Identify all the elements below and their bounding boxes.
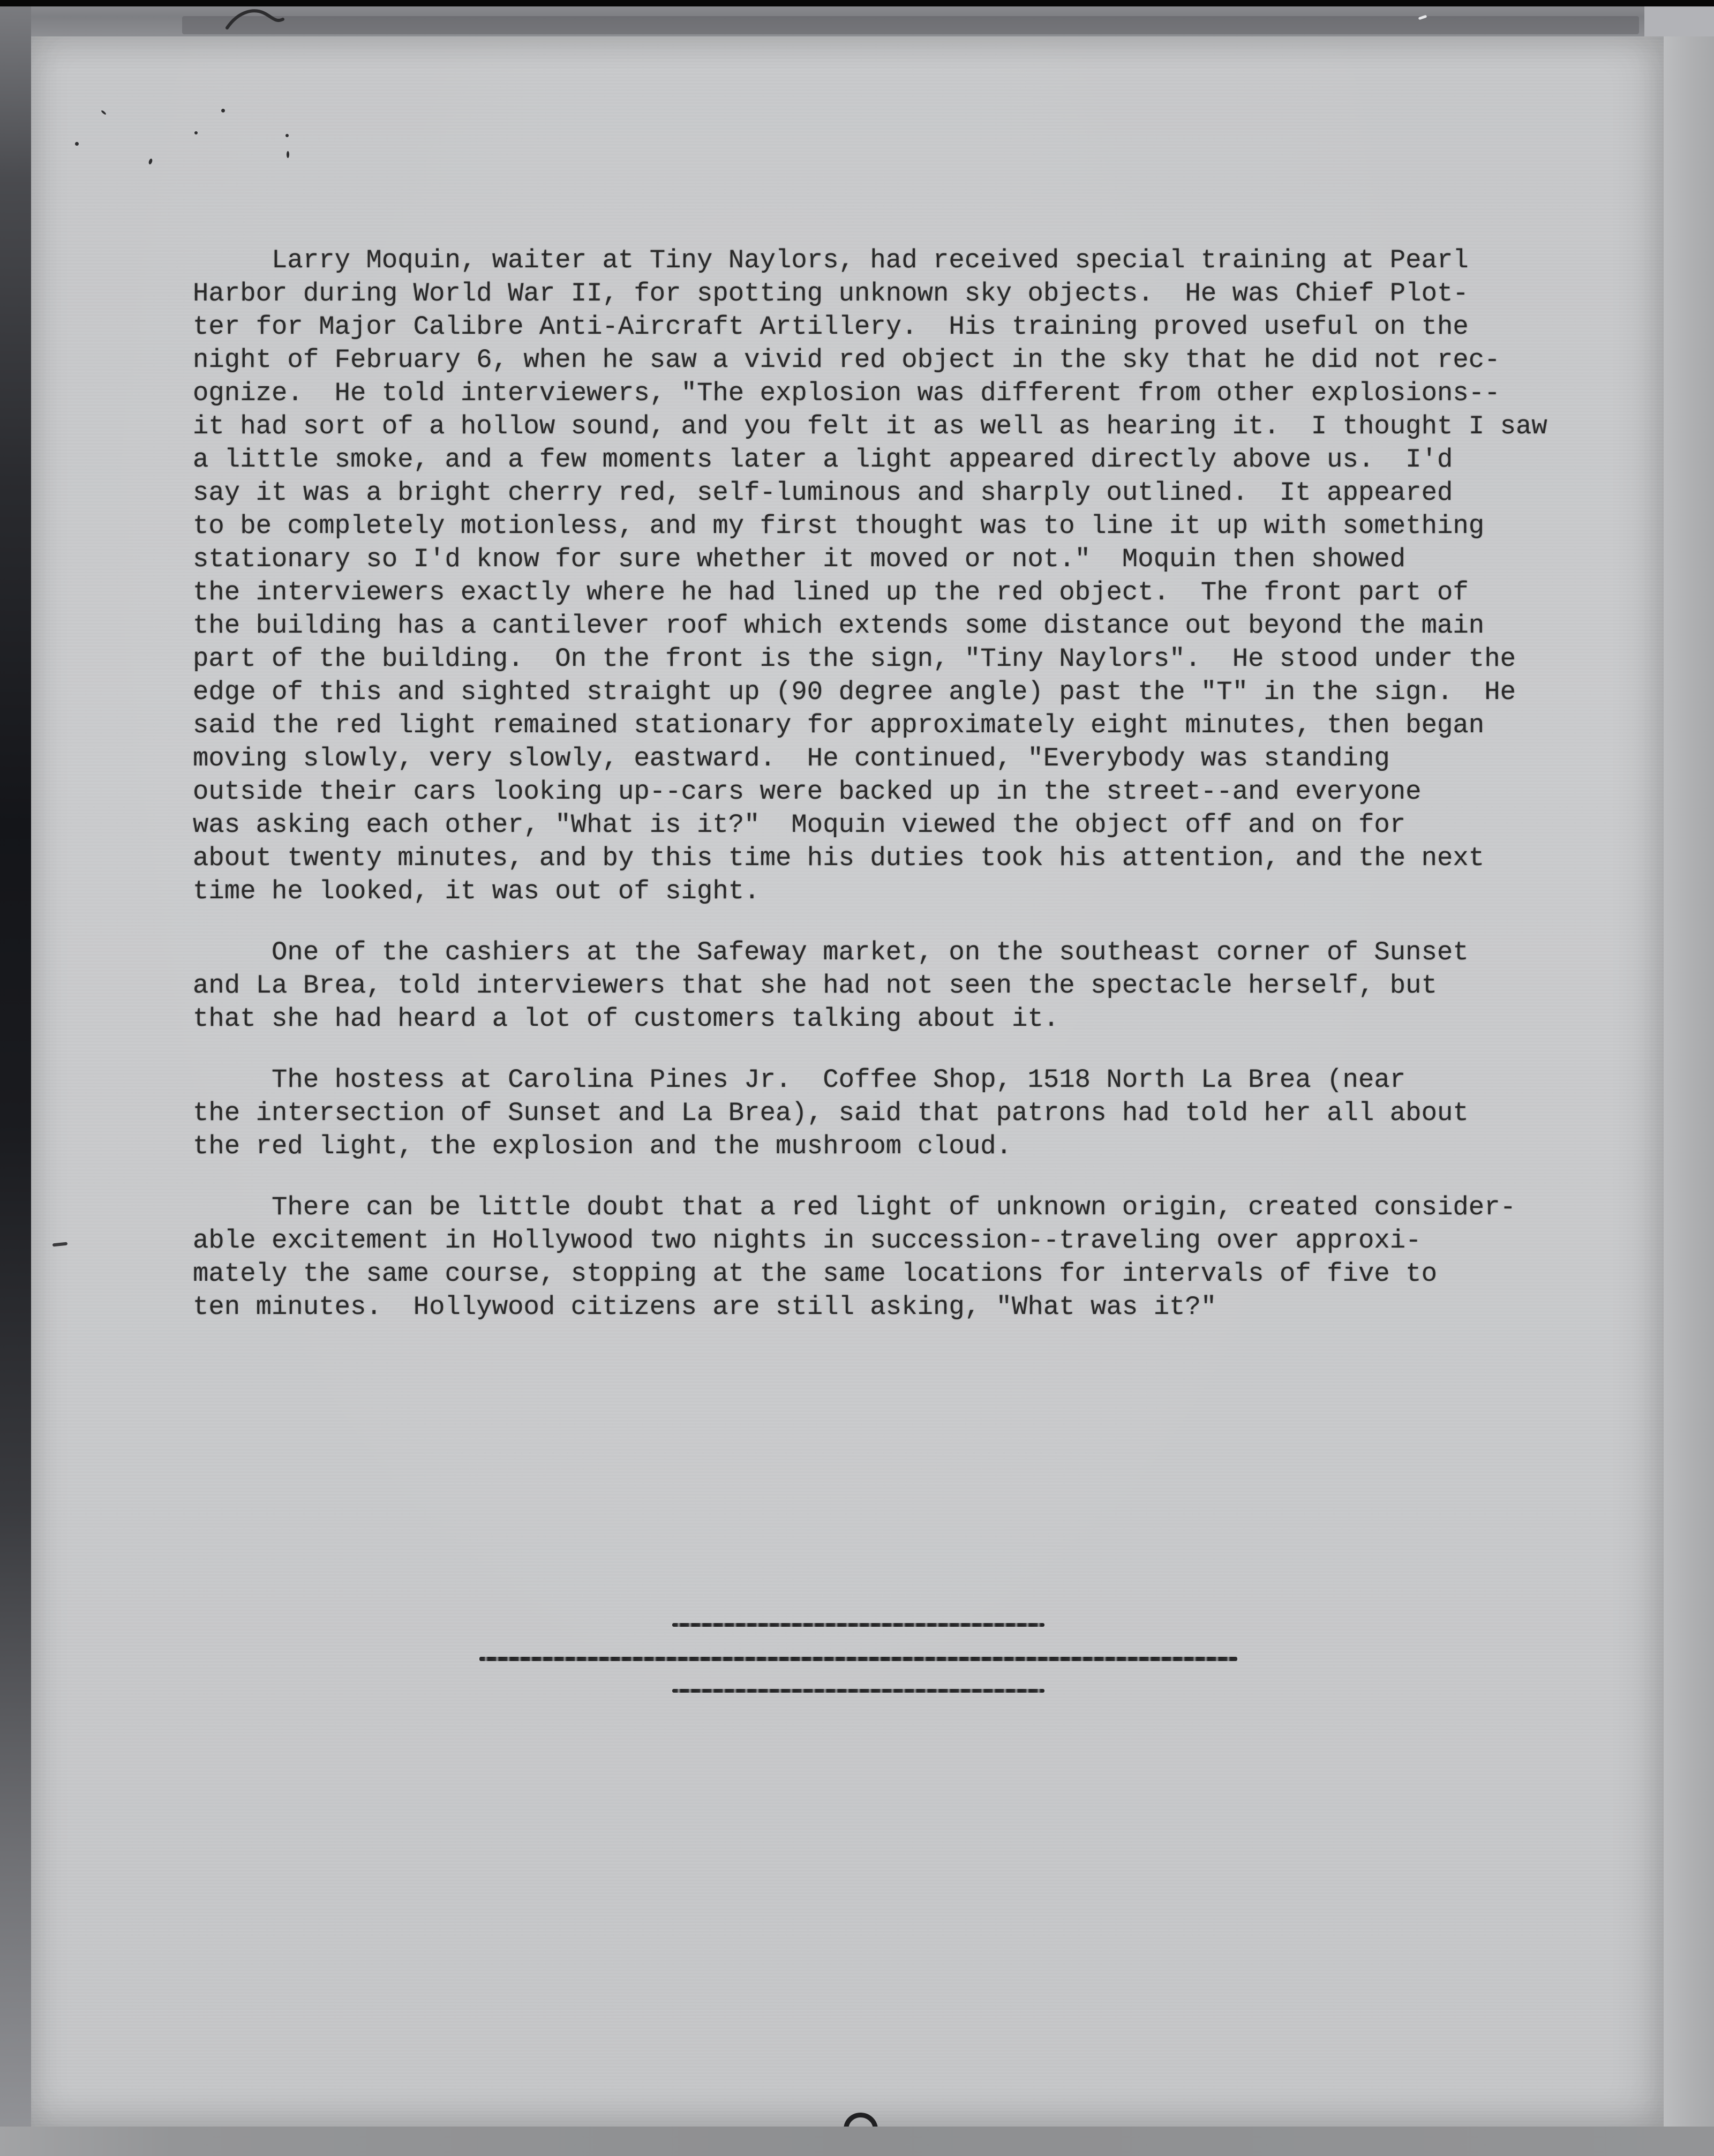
text-line: One of the cashiers at the Safeway market, on the southeast corner of Sunset bbox=[193, 937, 1469, 967]
text-line: that she had heard a lot of customers talking about it. bbox=[193, 1004, 1059, 1034]
margin-pencil-mark bbox=[52, 1242, 67, 1247]
dust-speck bbox=[287, 151, 289, 158]
text-line: time he looked, it was out of sight. bbox=[193, 876, 760, 906]
text-line: and La Brea, told interviewers that she had not seen the spectacle herself, but bbox=[193, 971, 1437, 1001]
text-line: said the red light remained stationary for approximately eight minutes, then began bbox=[193, 710, 1485, 740]
text-line: the interviewers exactly where he had lined up the red object. The front part of bbox=[193, 577, 1469, 607]
text-line: night of February 6, when he saw a vivid red object in the sky that he did not rec- bbox=[193, 345, 1500, 375]
text-line: stationary so I'd know for sure whether it moved or not." Moquin then showed bbox=[193, 544, 1406, 574]
text-line: outside their cars looking up--cars were backed up in the street--and everyone bbox=[193, 777, 1422, 807]
text-line: moving slowly, very slowly, eastward. He continued, "Everybody was standing bbox=[193, 743, 1390, 773]
top-right-corner-area bbox=[1644, 6, 1714, 36]
text-line: ten minutes. Hollywood citizens are still asking, "What was it?" bbox=[193, 1292, 1217, 1322]
text-line: to be completely motionless, and my first thought was to line it up with something bbox=[193, 511, 1485, 541]
typed-divider-short-bottom bbox=[672, 1689, 1044, 1693]
paragraph bbox=[193, 1063, 1596, 1163]
text-line: able excitement in Hollywood two nights in succession--traveling over approxi- bbox=[193, 1226, 1422, 1256]
text-line: about twenty minutes, and by this time his duties took his attention, and the next bbox=[193, 843, 1485, 873]
text-line: There can be little doubt that a red light of unknown origin, created consider- bbox=[193, 1192, 1516, 1222]
paragraph bbox=[193, 1191, 1596, 1324]
text-line: Harbor during World War II, for spotting unknown sky objects. He was Chief Plot- bbox=[193, 279, 1469, 309]
paragraph bbox=[193, 936, 1596, 1035]
text-line: it had sort of a hollow sound, and you felt it as well as hearing it. I thought I saw bbox=[193, 411, 1547, 441]
dust-speck bbox=[148, 158, 153, 164]
text-line: ter for Major Calibre Anti-Aircraft Artillery. His training proved useful on the bbox=[193, 312, 1469, 342]
text-line: the red light, the explosion and the mushroom cloud. bbox=[193, 1131, 1012, 1161]
partial-page-number-mark bbox=[841, 2110, 880, 2127]
typed-divider-long bbox=[479, 1657, 1237, 1661]
text-line: a little smoke, and a few moments later a light appeared directly above us. I'd bbox=[193, 445, 1453, 475]
dust-speck bbox=[194, 131, 198, 134]
paragraph bbox=[193, 244, 1596, 908]
text-block bbox=[193, 244, 1596, 1324]
dust-speck bbox=[221, 109, 225, 112]
text-line: ognize. He told interviewers, "The explosion was different from other explosions-- bbox=[193, 378, 1500, 408]
dust-speck bbox=[75, 142, 79, 146]
text-line: the intersection of Sunset and La Brea), said that patrons had told her all about bbox=[193, 1098, 1469, 1128]
scanner-right-shadow bbox=[1664, 36, 1714, 2127]
text-line: Larry Moquin, waiter at Tiny Naylors, had received special training at Pearl bbox=[193, 245, 1469, 275]
dust-speck bbox=[101, 110, 107, 115]
scanner-left-shadow bbox=[0, 6, 31, 2156]
text-line: part of the building. On the front is the sign, "Tiny Naylors". He stood under the bbox=[193, 644, 1516, 674]
document-page bbox=[31, 36, 1664, 2127]
text-line: edge of this and sighted straight up (90 degree angle) past the "T" in the sign. He bbox=[193, 677, 1516, 707]
pen-scribble-mark bbox=[224, 4, 288, 35]
typed-divider-short-top bbox=[672, 1623, 1044, 1627]
text-line: The hostess at Carolina Pines Jr. Coffee Shop, 1518 North La Brea (near bbox=[193, 1065, 1406, 1095]
dust-speck bbox=[285, 134, 289, 137]
text-line: the building has a cantilever roof which extends some distance out beyond the main bbox=[193, 611, 1485, 641]
text-line: mately the same course, stopping at the same locations for intervals of five to bbox=[193, 1259, 1437, 1289]
text-line: say it was a bright cherry red, self-luminous and sharply outlined. It appeared bbox=[193, 478, 1453, 508]
page-bottom-shadow-band bbox=[0, 2127, 1714, 2156]
text-line: was asking each other, "What is it?" Moquin viewed the object off and on for bbox=[193, 810, 1406, 840]
